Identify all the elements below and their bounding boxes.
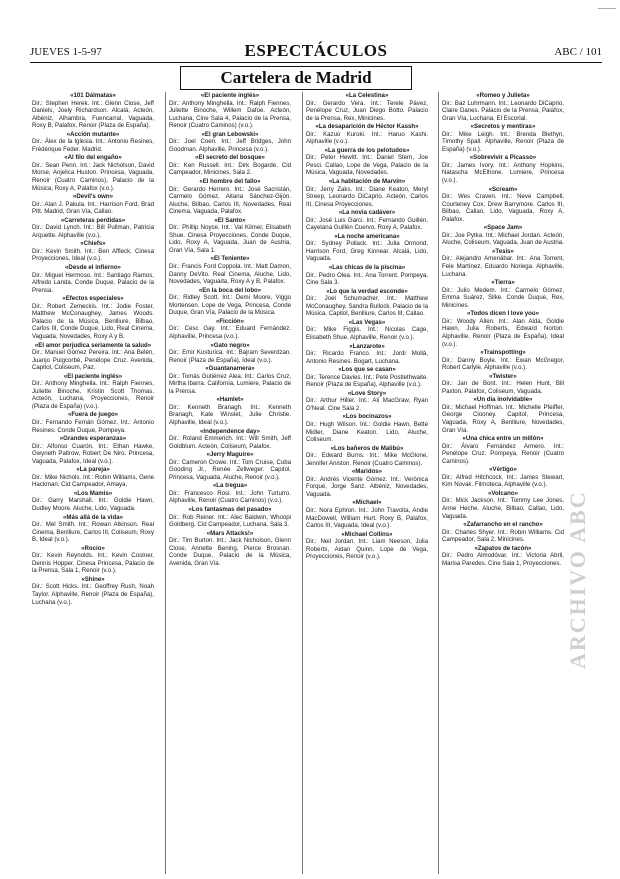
film-details: Dir.: Andrés Vicente Gómez. Int.: Verónica Forqué, Jorge Sanz. Albéniz, Novedades, Vaguada. bbox=[306, 475, 428, 498]
film-listing bbox=[32, 576, 154, 606]
film-details: Dir.: Alejandro Amenábar. Int.: Ana Torrent, Fele Martínez, Eduardo Noriega. Alphaville, Luchana. bbox=[442, 255, 564, 278]
film-details: Dir.: Baz Luhrmann. Int.: Leonardo DiCaprio, Claire Danes. Palacio de la Prensa, Palafox, Gran Vía, Luchana, El Escorial. bbox=[442, 99, 564, 122]
film-listing bbox=[442, 279, 564, 309]
film-details: Dir.: Ricardo Franco. Int.: Jordi Mollà, Antonio Resines. Bogart, Luchana. bbox=[306, 350, 428, 365]
film-title: «Guantanamera» bbox=[205, 365, 255, 373]
film-details: Dir.: Joe Pytka. Int.: Michael Jordan. Acteón, Aluche, Coliseum, Vaguada, Juan de Austria. bbox=[442, 231, 564, 247]
film-details: Dir.: Hugh Wilson. Int.: Goldie Hawn, Bette Midler, Diane Keaton. Lido, Aluche, Coliseum. bbox=[306, 420, 428, 444]
column-rule bbox=[165, 92, 166, 874]
film-title: «Los bañeros de Malibú» bbox=[330, 444, 404, 452]
film-listing bbox=[169, 428, 291, 451]
film-listing bbox=[442, 349, 564, 372]
film-listing bbox=[306, 366, 428, 389]
film-listing bbox=[306, 445, 428, 468]
film-title: «Volcano» bbox=[487, 489, 519, 497]
film-listing bbox=[32, 435, 154, 465]
film-title: «Tesis» bbox=[492, 247, 514, 255]
film-title: «El gran Lebowski» bbox=[201, 130, 259, 138]
film-listing bbox=[306, 390, 428, 413]
column-rule bbox=[438, 92, 439, 874]
film-title: «Los que se casan» bbox=[338, 366, 396, 374]
film-title: «Mars Attacks!» bbox=[206, 529, 254, 537]
film-listing bbox=[169, 342, 291, 365]
film-title: «La guerra de los pelotudos» bbox=[324, 146, 410, 154]
film-title: «Romeo y Julieta» bbox=[476, 92, 530, 99]
film-details: Dir.: David Lynch. Int.: Bill Pullman, Patricia Arquette. Alphaville (v.o.). bbox=[32, 224, 154, 239]
film-details: Dir.: Neil Jordan. Int.: Liam Neeson, Julia Roberts, Aidan Quinn. Lope de Vega, Proyecciones, Renoir (v.o.). bbox=[306, 538, 428, 561]
film-listing bbox=[169, 287, 291, 317]
cartelera-title: Cartelera de Madrid bbox=[180, 66, 412, 90]
film-title: «La Celestina» bbox=[345, 92, 389, 99]
film-listing bbox=[169, 217, 291, 255]
listing-column-2 bbox=[169, 92, 291, 874]
film-listing bbox=[442, 310, 564, 348]
film-listing bbox=[169, 365, 291, 395]
film-title: «En la boca del lobo» bbox=[198, 286, 262, 294]
film-title: «Las Vegas» bbox=[348, 318, 386, 326]
film-listing bbox=[442, 373, 564, 396]
film-details: Dir.: Anthony Minghella. Int.: Ralph Fiennes, Juliette Binoche, Willem Dafoe. Acteón, Luchana, Cine Sala 4, Palacio de la Prensa, Renoir (Cuatro Caminos) (v.o.). bbox=[169, 99, 291, 130]
film-title: «El hombre del fallo» bbox=[199, 178, 261, 186]
film-details: Dir.: Mel Smith. Int.: Rowan Atkinson. Real Cinema, Benlliure, Carlos III, Coliseum, Roxy B, Ideal (v.o.). bbox=[32, 521, 154, 544]
film-listing bbox=[169, 530, 291, 568]
film-title: «Devil's own» bbox=[72, 193, 114, 201]
film-details: Dir.: Phillip Noyce. Int.: Val Kilmer, Elisabeth Shue. Cinesa Proyecciones, Conde Duque, Lido, Roxy A, Vaguada, Juan de Austria, Gran Vía, Sala 1. bbox=[169, 224, 291, 254]
film-title: «Lo que la verdad esconde» bbox=[326, 287, 408, 295]
film-details: Dir.: Gerardo Vera. Int.: Terele Pávez, Penélope Cruz, Juan Diego Botto. Palacio de la Prensa, Rex, Minicines. bbox=[306, 99, 428, 122]
film-listing bbox=[442, 123, 564, 153]
film-details: Dir.: Robert Zemeckis. Int.: Jodie Foster, Matthew McConaughey, James Woods. Palacio de la Música, Benlliure, Bilbao, Carlos III, Conde Duque, Lido, Real Cinema, Vaguada, Novedades, Roxy A y B. bbox=[32, 302, 154, 340]
film-title: «Ficción» bbox=[215, 317, 245, 325]
film-details: Dir.: Roland Emmerich. Int.: Will Smith, Jeff Goldblum. Acteón, Coliseum, Palafox. bbox=[169, 435, 291, 450]
film-details: Dir.: Pedro Olea. Int.: Ana Torrent. Pompeya, Cine Sala 3. bbox=[306, 271, 428, 287]
film-listing bbox=[32, 131, 154, 154]
film-listing bbox=[306, 92, 428, 122]
film-details: Dir.: Jerry Zaks. Int.: Diane Keaton, Meryl Streep, Leonardo DiCaprio. Acteón, Carlos III, Cinesa Proyecciones. bbox=[306, 185, 428, 208]
film-title: «Los fantasmas del pasado» bbox=[188, 505, 272, 513]
film-listing bbox=[442, 435, 564, 465]
film-title: «Efectos especiales» bbox=[62, 295, 124, 303]
film-title: «Maridos» bbox=[351, 468, 383, 476]
film-title: «La pareja» bbox=[76, 466, 110, 474]
film-title: «Lanzarote» bbox=[349, 342, 385, 350]
film-details: Dir.: Mike Nichols. Int.: Robin Williams, Gene Hackman. Cid Campeador, Amaya. bbox=[32, 473, 154, 489]
film-title: «Michael» bbox=[352, 499, 382, 507]
film-details: Dir.: Mike Figgis. Int.: Nicolas Cage, Elisabeth Shue. Alphaville, Renoir (v.o.). bbox=[306, 326, 428, 341]
film-listing bbox=[32, 217, 154, 240]
film-listing bbox=[442, 224, 564, 247]
header-section-title: ESPECTÁCULOS bbox=[244, 41, 388, 60]
film-listing bbox=[32, 193, 154, 216]
film-listing bbox=[169, 506, 291, 529]
film-listing bbox=[442, 545, 564, 568]
page-header bbox=[30, 42, 602, 63]
film-title: «Las chicas de la piscina» bbox=[328, 264, 406, 272]
listing-column-1 bbox=[32, 92, 154, 874]
film-listing bbox=[442, 396, 564, 434]
film-title: «Al filo del engaño» bbox=[64, 154, 122, 162]
film-title: «La novia cadáver» bbox=[338, 209, 396, 217]
film-details: Dir.: Cesc Gay. Int.: Eduard Fernández. Alphaville, Princesa (v.o.). bbox=[169, 325, 291, 340]
film-listing bbox=[169, 255, 291, 285]
film-title: «Scream» bbox=[488, 185, 518, 193]
film-details: Dir.: Joel Schumacher. Int.: Matthew McConaughey, Sandra Bullock. Palacio de la Música, Capitol, Benlliure, Carlos III, Callao. bbox=[306, 295, 428, 318]
film-details: Dir.: Terence Davies. Int.: Pete Postlethwaite. Renoir (Plaza de España), Alphaville (v.o.). bbox=[306, 373, 428, 389]
film-details: Dir.: Michael Hoffman. Int.: Michelle Pfeiffer, George Clooney. Capitol, Princesa, Vaguada, Roxy A, Benlliure, Novedades, Gran Vía. bbox=[442, 403, 564, 434]
film-title: «Love Story» bbox=[347, 389, 387, 397]
film-title: «Más allá de la vida» bbox=[63, 513, 123, 521]
film-title: «Hamlet» bbox=[216, 396, 244, 404]
film-title: «El secreto del bosque» bbox=[195, 154, 265, 162]
film-listing bbox=[306, 499, 428, 529]
film-title: «Fuera de juego» bbox=[67, 411, 119, 419]
film-listing bbox=[306, 288, 428, 318]
header-date: JUEVES 1-5-97 bbox=[30, 46, 102, 58]
film-title: «Independence day» bbox=[200, 427, 260, 435]
film-details: Dir.: Kevin Reynolds. Int.: Kevin Costner, Dennis Hopper. Cinesa Princesa, Palacio de la Prensa, Sala 1, Renoir (v.o.). bbox=[32, 552, 154, 575]
film-title: «Rocío» bbox=[81, 544, 105, 552]
film-details: Dir.: Francis Ford Coppola. Int.: Matt Damon, Danny DeVito. Real Cinema, Aluche, Lido, Novedades, Vaguada, Roxy A y B, Palafox. bbox=[169, 263, 291, 286]
film-details: Dir.: Wes Craven. Int.: Neve Campbell, Courteney Cox, Drew Barrymore. Carlos III, Bilbao, Callao, Lido, Vaguada, Roxy A, Palafox. bbox=[442, 193, 564, 223]
film-listing bbox=[169, 396, 291, 426]
film-details: Dir.: Stephen Herek. Int.: Glenn Close, Jeff Daniels, Joely Richardson. Alcalá, Acteón, Albéniz, Alhambra, Fuencarral, Vaguada, Roxy B, Palafox, Renoir (Plaza de España). bbox=[32, 99, 154, 130]
film-details: Dir.: James Ivory. Int.: Anthony Hopkins, Natascha McElhone. Lumiere, Princesa (v.o.). bbox=[442, 161, 564, 185]
film-listing bbox=[306, 468, 428, 498]
film-details: Dir.: Francesco Rosi. Int.: John Turturro. Alphaville, Renoir (Cuatro Caminos) (v.o.). bbox=[169, 489, 291, 505]
film-listing bbox=[442, 92, 564, 122]
film-title: «Chiefs» bbox=[80, 240, 106, 248]
film-listing bbox=[442, 154, 564, 184]
film-title: «Zapatos de tacón» bbox=[474, 544, 532, 552]
film-details: Dir.: Joel Coen. Int.: Jeff Bridges, John Goodman. Alphaville, Princesa (v.o.). bbox=[169, 138, 291, 153]
film-title: «Grandes esperanzas» bbox=[59, 435, 127, 443]
film-listing bbox=[32, 264, 154, 294]
film-listing bbox=[306, 531, 428, 561]
film-listing bbox=[306, 413, 428, 443]
film-details: Dir.: Álex de la Iglesia. Int.: Antonio Resines, Frédérique Feder. Madrid. bbox=[32, 138, 154, 153]
film-title: «Shine» bbox=[81, 575, 105, 583]
film-title: «Tierra» bbox=[491, 279, 515, 287]
film-details: Dir.: Emir Kusturica. Int.: Bajram Severdzan. Renoir (Plaza de España), Ideal (v.o.). bbox=[169, 349, 291, 364]
film-listing bbox=[32, 466, 154, 489]
film-listing bbox=[169, 154, 291, 177]
film-details: Dir.: Garry Marshall. Int.: Goldie Hawn, Dudley Moore. Aluche, Lido, Vaguada. bbox=[32, 497, 154, 512]
film-title: «Sobrevivir a Picasso» bbox=[469, 154, 537, 162]
film-details: Dir.: Kenneth Branagh. Int.: Kenneth Branagh, Kate Winslet, Julie Christie. Alphaville, Ideal (v.o.). bbox=[169, 403, 291, 426]
archive-watermark: ARCHIVO ABC bbox=[565, 490, 590, 670]
film-listing bbox=[169, 92, 291, 130]
film-title: «Desde el infierno» bbox=[65, 264, 121, 272]
film-listing bbox=[442, 521, 564, 544]
film-listing bbox=[32, 154, 154, 192]
film-listing bbox=[32, 373, 154, 411]
film-title: «Zafarrancho en el rancho» bbox=[463, 521, 543, 529]
header-page-number: ABC / 101 bbox=[554, 46, 602, 58]
film-details: Dir.: Alfred Hitchcock. Int.: James Stewart, Kim Novak. Filmoteca, Alphaville (v.o.). bbox=[442, 473, 564, 489]
film-details: Dir.: José Luis Garci. Int.: Fernando Guillén, Cayetana Guillén Cuervo. Roxy A, Palafox. bbox=[306, 216, 428, 232]
film-listing bbox=[442, 466, 564, 489]
film-title: «La habitación de Marvin» bbox=[328, 178, 406, 186]
film-details: Dir.: Peter Hewitt. Int.: Daniel Stern, Joe Pesci. Callao, Lope de Vega, Palacio de la Música, Vaguada, Novedades. bbox=[306, 154, 428, 177]
film-listing bbox=[169, 131, 291, 154]
page-edge-mark bbox=[598, 8, 616, 13]
film-details: Dir.: Jan de Bont. Int.: Helen Hunt, Bill Paxton. Palafox, Coliseum, Vaguada. bbox=[442, 380, 564, 395]
film-details: Dir.: Sean Penn. Int.: Jack Nicholson, David Morse, Anjelica Huston. Princesa, Vaguada, Renoir (Cuatro Caminos), Palacio de la Música, Roxy A, Palafox (v.o.). bbox=[32, 161, 154, 192]
listing-column-4 bbox=[442, 92, 564, 874]
film-title: «Trainspotting» bbox=[480, 349, 526, 357]
film-listing bbox=[169, 178, 291, 216]
column-rule bbox=[302, 92, 303, 874]
film-details: Dir.: Mick Jackson. Int.: Tommy Lee Jones, Anne Heche. Aluche, Bilbao, Callao, Lido, Vaguada. bbox=[442, 497, 564, 520]
film-details: Dir.: Alfonso Cuarón. Int.: Ethan Hawke, Gwyneth Paltrow, Robert De Niro. Princesa, Vaguada, Palafox, Ideal (v.o.). bbox=[32, 442, 154, 465]
film-listing bbox=[32, 92, 154, 130]
film-listing bbox=[306, 147, 428, 177]
film-details: Dir.: Álvaro Fernández Armero. Int.: Penélope Cruz. Pompeya, Renoir (Cuatro Caminos). bbox=[442, 442, 564, 465]
film-details: Dir.: Cameron Crowe. Int.: Tom Cruise, Cuba Gooding Jr., Renée Zellweger. Capitol, Princesa, Vaguada, Aluche, Renoir (v.o.). bbox=[169, 458, 291, 481]
film-details: Dir.: Arthur Hiller. Int.: Ali MacGraw, Ryan O'Neal. Cine Sala 2. bbox=[306, 397, 428, 412]
film-details: Dir.: Kazuo Kuroki. Int.: Haruo Kashi. Alphaville (v.o.). bbox=[306, 130, 428, 146]
film-title: «La tregua» bbox=[212, 482, 248, 490]
film-details: Dir.: Julio Medem. Int.: Carmelo Gómez, Emma Suárez, Silke. Conde Duque, Rex, Minicines. bbox=[442, 286, 564, 309]
film-title: «Jerry Maguire» bbox=[206, 451, 254, 459]
film-details: Dir.: Mike Leigh. Int.: Brenda Blethyn, Timothy Spall. Alphaville, Renoir (Plaza de España) (v.o.). bbox=[442, 130, 564, 153]
film-details: Dir.: Scott Hicks. Int.: Geoffrey Rush, Noah Taylor. Alphaville, Renoir (Plaza de España), Luchana (v.o.). bbox=[32, 583, 154, 606]
film-title: «El Teniente» bbox=[210, 255, 250, 263]
film-details: Dir.: Woody Allen. Int.: Alan Alda, Goldie Hawn, Julia Roberts, Edward Norton. Alphaville, Renoir (Plaza de España), Ideal (v.o.). bbox=[442, 317, 564, 348]
film-title: «Space Jam» bbox=[483, 224, 523, 232]
film-title: «Twister» bbox=[489, 372, 517, 380]
film-listing bbox=[442, 186, 564, 224]
film-listing bbox=[306, 319, 428, 342]
film-listing bbox=[32, 240, 154, 263]
film-listing bbox=[169, 482, 291, 505]
film-listing bbox=[169, 318, 291, 341]
film-title: «El Santo» bbox=[214, 216, 246, 224]
film-title: «El paciente inglés» bbox=[200, 92, 260, 99]
film-details: Dir.: Ken Russell. Int.: Dirk Bogarde. Cid Campeador, Minicines, Sala 2. bbox=[169, 161, 291, 177]
film-details: Dir.: Edward Burns. Int.: Mike McGlone, Jennifer Aniston. Renoir (Cuatro Caminos). bbox=[306, 452, 428, 467]
film-details: Dir.: Manuel Gómez Pereira. Int.: Ana Belén, Juanjo Puigcorbé, Penélope Cruz. Avenida, Capitol, Coliseum, Paz. bbox=[32, 349, 154, 372]
film-listing bbox=[306, 233, 428, 263]
film-title: «Secretos y mentiras» bbox=[470, 123, 536, 131]
film-details: Dir.: Gerardo Herrero. Int.: José Sacristán, Carmelo Gómez, Aitana Sánchez-Gijón. Aluche, Bilbao, Carlos III, Novedades, Real Cinema, Vaguada, Palafox. bbox=[169, 185, 291, 216]
film-title: «El amor perjudica seriamente la salud» bbox=[34, 341, 152, 349]
film-listing bbox=[306, 178, 428, 208]
film-details: Dir.: Tomás Gutiérrez Alea. Int.: Carlos Cruz, Mirtha Ibarra. California, Lumiere, Palacio de la Prensa. bbox=[169, 372, 291, 395]
film-details: Dir.: Rob Reiner. Int.: Alec Baldwin, Whoopi Goldberg. Cid Campeador, Luchana, Sala 3. bbox=[169, 513, 291, 529]
film-details: Dir.: Anthony Minghella. Int.: Ralph Fiennes, Juliette Binoche, Kristin Scott Thomas. Acteón, Luchana, Proyecciones, Renoir (Plaza de España) (v.o.). bbox=[32, 380, 154, 410]
film-title: «Acción mutante» bbox=[66, 130, 120, 138]
film-listing bbox=[32, 411, 154, 434]
film-listing bbox=[442, 248, 564, 278]
film-title: «Gato negro» bbox=[210, 341, 250, 349]
film-details: Dir.: Danny Boyle. Int.: Ewan McGregor, Robert Carlyle. Alphaville (v.o.). bbox=[442, 356, 564, 372]
film-listing bbox=[306, 264, 428, 287]
film-listing bbox=[32, 342, 154, 372]
film-title: «El paciente inglés» bbox=[63, 372, 123, 380]
film-details: Dir.: Pedro Almodóvar. Int.: Victoria Abril, Marisa Paredes. Cine Sala 1, Proyecciones. bbox=[442, 552, 564, 567]
film-listing bbox=[32, 490, 154, 513]
film-listing bbox=[32, 514, 154, 544]
film-title: «Vértigo» bbox=[489, 466, 517, 474]
film-listing bbox=[169, 451, 291, 481]
film-title: «Carreteras perdidas» bbox=[60, 216, 126, 224]
film-listing bbox=[442, 490, 564, 520]
film-listing bbox=[32, 545, 154, 575]
film-listing bbox=[32, 295, 154, 340]
listing-column-3 bbox=[306, 92, 428, 874]
film-details: Dir.: Fernando Fernán Gómez. Int.: Antonio Resines. Conde Duque, Pompeya. bbox=[32, 418, 154, 434]
film-details: Dir.: Kevin Smith. Int.: Ben Affleck. Cinesa Proyecciones, Ideal (v.o.). bbox=[32, 247, 154, 263]
film-title: «Una chica entre un millón» bbox=[462, 435, 544, 443]
film-details: Dir.: Sydney Pollack. Int.: Julia Ormond, Harrison Ford, Greg Kinnear. Alcalá, Lido, Vaguada. bbox=[306, 240, 428, 263]
film-title: «Un día inolvidable» bbox=[473, 396, 533, 404]
film-listing bbox=[306, 343, 428, 366]
film-title: «101 Dálmatas» bbox=[70, 92, 116, 99]
film-title: «Los bocinazos» bbox=[342, 413, 392, 421]
film-title: «Michael Collins» bbox=[341, 530, 393, 538]
film-listing bbox=[306, 123, 428, 146]
film-details: Dir.: Miguel Hermoso. Int.: Santiago Ramos, Alfredo Landa. Conde Duque, Palacio de la Prensa. bbox=[32, 271, 154, 294]
film-title: «La noche americana» bbox=[334, 232, 400, 240]
film-listing bbox=[306, 209, 428, 232]
film-details: Dir.: Alan J. Pakula. Int.: Harrison Ford, Brad Pitt. Madrid, Gran Vía, Callao. bbox=[32, 200, 154, 216]
film-title: «Los Mamis» bbox=[73, 489, 113, 497]
film-details: Dir.: Nora Ephron. Int.: John Travolta, Andie MacDowell, William Hurt. Roxy B, Palafox, Carlos III, Vaguada, Ideal (v.o.). bbox=[306, 506, 428, 530]
film-title: «Todos dicen I love you» bbox=[466, 310, 539, 318]
film-details: Dir.: Tim Burton. Int.: Jack Nicholson, Glenn Close, Annette Bening, Pierce Brosnan. Conde Duque, Palacio de la Música, Avenida, Gran Vía. bbox=[169, 537, 291, 567]
film-title: «La desaparición de Héctor Kassh» bbox=[315, 123, 419, 131]
film-details: Dir.: Ridley Scott. Int.: Demi Moore, Viggo Mortensen. Lope de Vega, Princesa, Conde Duque, Gran Vía, Palacio de la Música. bbox=[169, 294, 291, 317]
film-details: Dir.: Charles Shyer. Int.: Robin Williams. Cid Campeador, Sala 2, Minicines. bbox=[442, 528, 564, 544]
